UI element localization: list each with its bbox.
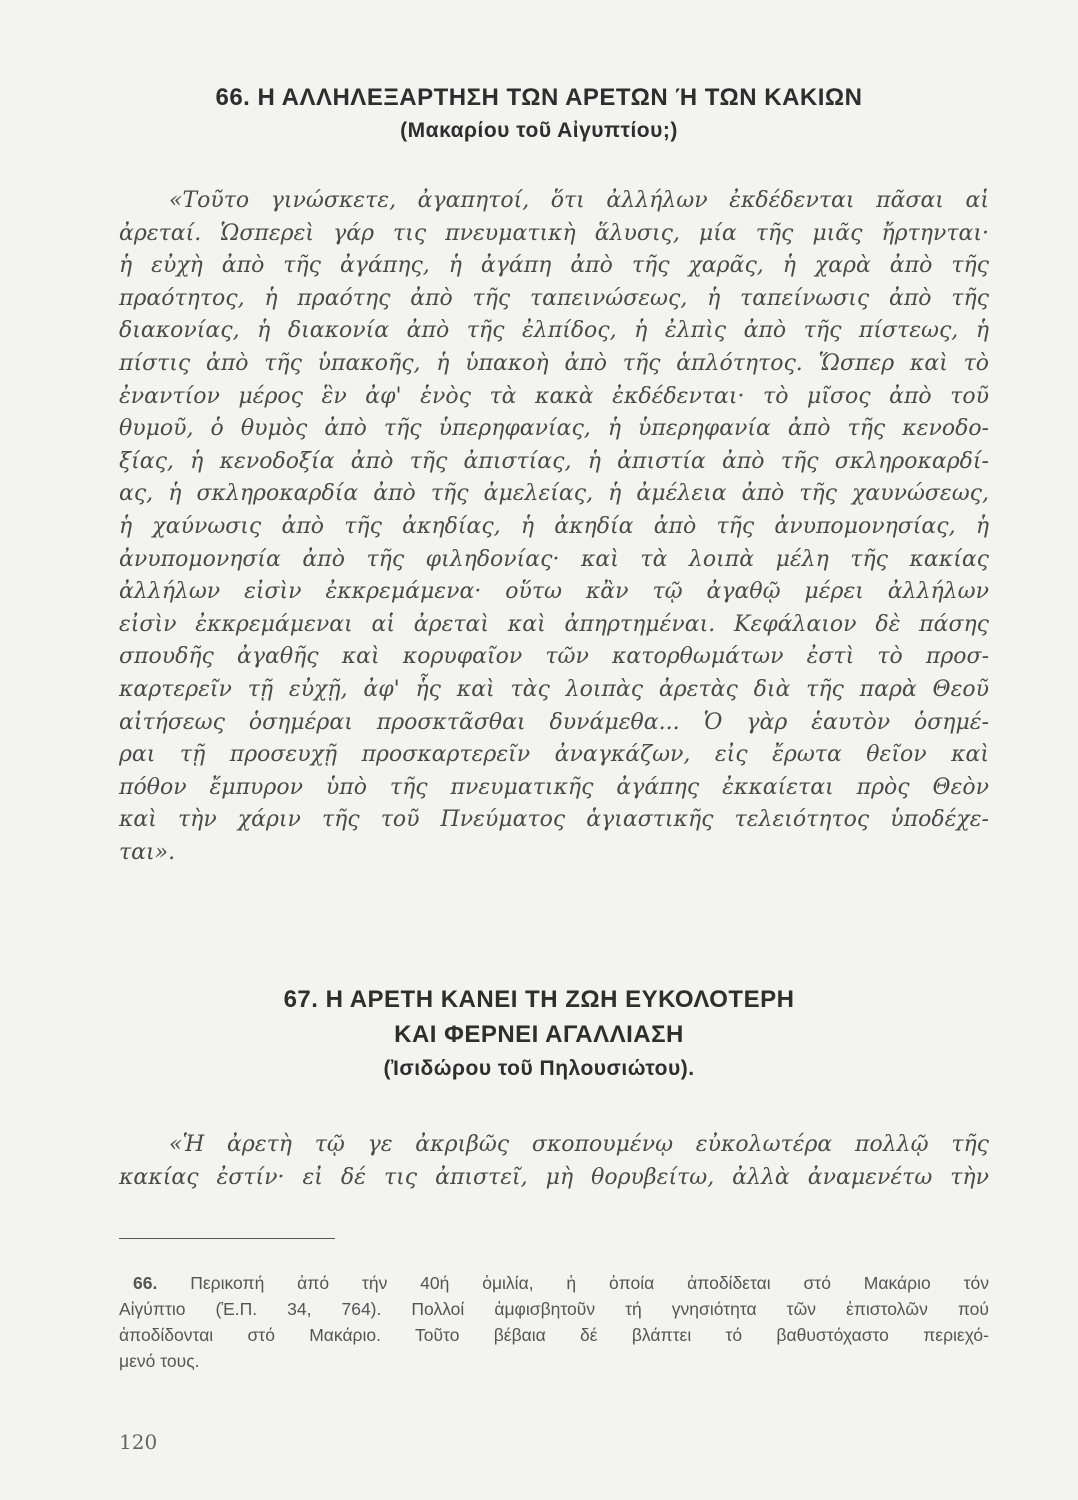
text-line: σπουδῆς ἀγαθῆς καὶ κορυφαῖον τῶν κατορθωμάτων ἐστὶ τὸ προσ- bbox=[119, 644, 989, 670]
footnote-number: 66. bbox=[133, 1273, 158, 1293]
text-line: ξίας, ἡ κενοδοξία ἀπὸ τῆς ἀπιστίας, ἡ ἀπιστία ἀπὸ τῆς σκληροκαρδί- bbox=[119, 448, 989, 474]
text-line: ἀρεταί. Ὡσπερεὶ γάρ τις πνευματικὴ ἅλυσις, μία τῆς μιᾶς ἤρτηνται· bbox=[119, 220, 989, 246]
text-line: ἀνυπομονησία ἀπὸ τῆς φιληδονίας· καὶ τὰ λοιπὰ μέλη τῆς κακίας bbox=[119, 546, 989, 572]
section-67-title-line1: 67. Η ΑΡΕΤΗ ΚΑΝΕΙ ΤΗ ΖΩΗ ΕΥΚΟΛΟΤΕΡΗ bbox=[283, 986, 795, 1013]
text-line: πόθον ἔμπυρον ὑπὸ τῆς πνευματικῆς ἀγάπης ἐκκαίεται πρὸς Θεὸν bbox=[119, 774, 989, 800]
section-66-subtitle: (Μακαρίου τοῦ Αἰγυπτίου;) bbox=[400, 119, 678, 142]
text-line: κακίας ἐστίν· εἰ δέ τις ἀπιστεῖ, μὴ θορυβείτω, ἀλλὰ ἀναμενέτω τὴν bbox=[119, 1164, 989, 1190]
footnote-text: Περικοπή ἀπό τήν 40ή ὁμιλία, ἡ ὁποία ἀποδίδεται στό Μακάριο τόν bbox=[190, 1273, 989, 1293]
text-line: ται». bbox=[119, 839, 176, 865]
text-line: καρτερεῖν τῇ εὐχῇ, ἀφ' ἧς καὶ τὰς λοιπὰς ἀρετὰς διὰ τῆς παρὰ Θεοῦ bbox=[119, 676, 989, 702]
footnote-line: ἀποδίδονται στό Μακάριο. Τοῦτο βέβαια δέ βλάπτει τό βαθυστόχαστο περιεχό- bbox=[119, 1325, 989, 1345]
footnote-line: μενό τους. bbox=[119, 1351, 200, 1371]
text-line: πραότητος, ἡ πραότης ἀπὸ τῆς ταπεινώσεως, ἡ ταπείνωσις ἀπὸ τῆς bbox=[119, 285, 989, 311]
section-67-subtitle: (Ἰσιδώρου τοῦ Πηλουσιώτου). bbox=[383, 1057, 695, 1080]
text-line: «Ἡ ἀρετὴ τῷ γε ἀκριβῶς σκοπουμένῳ εὐκολωτέρα πολλῷ τῆς bbox=[169, 1132, 989, 1157]
text-line: θυμοῦ, ὁ θυμὸς ἀπὸ τῆς ὑπερηφανίας, ἡ ὑπερηφανία ἀπὸ τῆς κενοδο- bbox=[119, 416, 989, 442]
text-line: διακονίας, ἡ διακονία ἀπὸ τῆς ἐλπίδος, ἡ ἐλπὶς ἀπὸ τῆς πίστεως, ἡ bbox=[119, 318, 989, 344]
text-line: καὶ τὴν χάριν τῆς τοῦ Πνεύματος ἁγιαστικῆς τελειότητος ὑποδέχε- bbox=[119, 807, 989, 833]
text-line: «Τοῦτο γινώσκετε, ἀγαπητοί, ὅτι ἀλλήλων ἐκδέδενται πᾶσαι αἱ bbox=[169, 188, 989, 213]
text-line: ἡ εὐχὴ ἀπὸ τῆς ἀγάπης, ἡ ἀγάπη ἀπὸ τῆς χαρᾶς, ἡ χαρὰ ἀπὸ τῆς bbox=[119, 253, 989, 279]
text-line: ραι τῇ προσευχῇ προσκαρτερεῖν ἀναγκάζων, εἰς ἔρωτα θεῖον καὶ bbox=[119, 742, 989, 768]
section-66-text bbox=[119, 185, 989, 869]
section-66-title: 66. Η ΑΛΛΗΛΕΞΑΡΤΗΣΗ ΤΩΝ ΑΡΕΤΩΝ Ή ΤΩΝ ΚΑΚΙΩΝ bbox=[215, 84, 863, 111]
text-line: ας, ἡ σκληροκαρδία ἀπὸ τῆς ἀμελείας, ἡ ἀμέλεια ἀπὸ τῆς χαυνώσεως, bbox=[119, 481, 989, 507]
text-line: αἰτήσεως ὁσημέραι προσκτᾶσθαι δυνάμεθα... Ὁ γὰρ ἑαυτὸν ὁσημέ- bbox=[119, 709, 989, 735]
section-67-title-line2: ΚΑΙ ΦΕΡΝΕΙ ΑΓΑΛΛΙΑΣΗ bbox=[394, 1021, 684, 1048]
text-line: πίστις ἀπὸ τῆς ὑπακοῆς, ἡ ὑπακοὴ ἀπὸ τῆς ἁπλότητος. Ὥσπερ καὶ τὸ bbox=[119, 350, 989, 376]
footnote-line: Αἰγύπτιο (Ἑ.Π. 34, 764). Πολλοί ἀμφισβητοῦν τή γνησιότητα τῶν ἐπιστολῶν πού bbox=[119, 1299, 989, 1319]
text-line: ἡ χαύνωσις ἀπὸ τῆς ἀκηδίας, ἡ ἀκηδία ἀπὸ τῆς ἀνυπομονησίας, ἡ bbox=[119, 513, 989, 539]
footnote bbox=[119, 1270, 989, 1374]
section-67-text bbox=[119, 1129, 989, 1194]
text-line: ἐναντίον μέρος ἓν ἀφ' ἑνὸς τὰ κακὰ ἐκδέδενται· τὸ μῖσος ἀπὸ τοῦ bbox=[119, 383, 989, 409]
page-number: 120 bbox=[119, 1430, 158, 1454]
text-line: ἀλλήλων εἰσὶν ἐκκρεμάμενα· οὕτω κἂν τῷ ἀγαθῷ μέρει ἀλλήλων bbox=[119, 579, 989, 605]
footnote-line bbox=[119, 1270, 989, 1296]
text-line: εἰσὶν ἐκκρεμάμεναι αἱ ἀρεταὶ καὶ ἀπηρτημέναι. Κεφάλαιον δὲ πάσης bbox=[119, 611, 989, 637]
footnote-divider bbox=[119, 1238, 335, 1239]
